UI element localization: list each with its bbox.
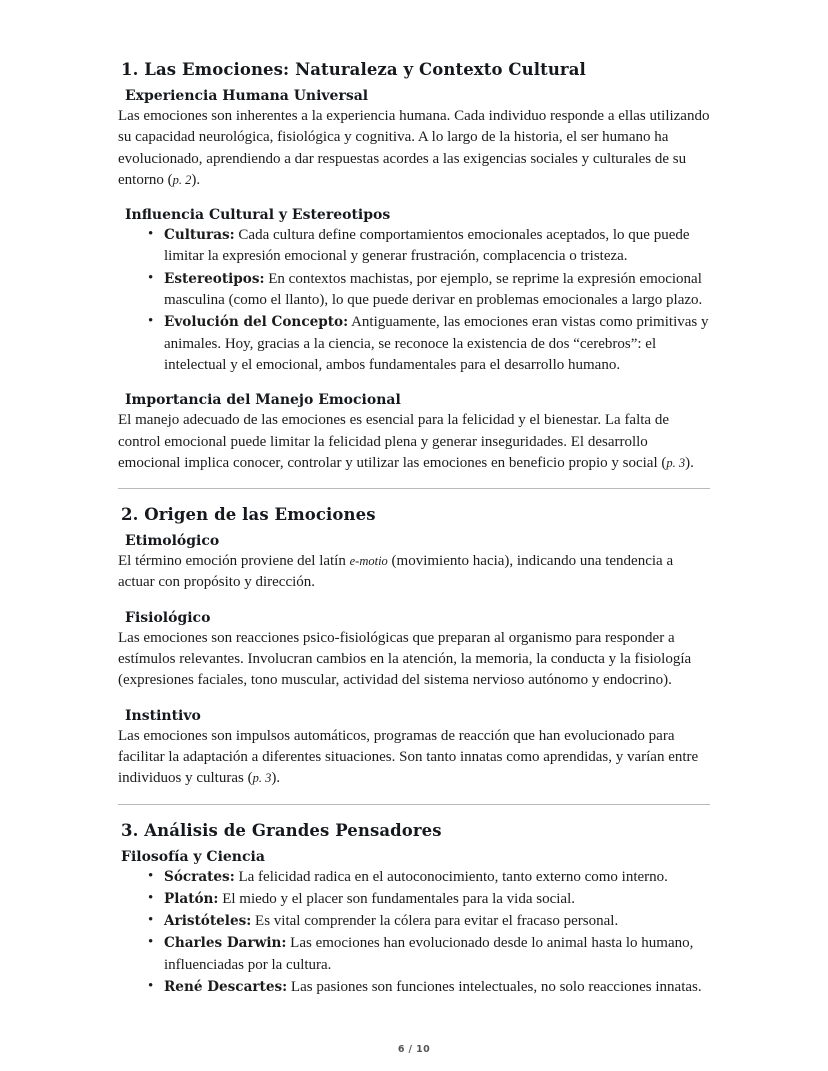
paragraph <box>118 551 710 594</box>
section-divider <box>118 804 710 805</box>
subsection-fisiologico <box>118 610 710 692</box>
section-title: 1. Las Emociones: Naturaleza y Contexto Cultural <box>121 60 586 79</box>
list-item <box>164 977 710 998</box>
subsection-influencia-cultural-y-estereotipos <box>118 207 710 376</box>
list-item <box>164 225 710 268</box>
list-item-text: En contextos machistas, por ejemplo, se reprime la expresión emocional masculina (como el llanto), lo que puede derivar en problemas emocionales a largo plazo. <box>164 270 703 309</box>
subsection-heading: Influencia Cultural y Estereotipos <box>125 207 391 224</box>
list-item-lead: Aristóteles: <box>164 913 252 930</box>
subsection-etimologico <box>118 533 710 594</box>
list-item <box>164 911 710 932</box>
section-3 <box>118 821 710 999</box>
list-item-text: El miedo y el placer son fundamentales para la vida social. <box>222 890 575 907</box>
list-item-text: Antiguamente, las emociones eran vistas como primitivas y animales. Hoy, gracias a la ciencia, se reconoce la existencia de dos “cerebros”: el intelectual y el emocional, ambos fundamentales para el desarrollo humano. <box>164 314 709 373</box>
list-item-lead: Estereotipos: <box>164 270 265 287</box>
latin-term: e-motio <box>349 554 388 569</box>
list-item-lead: Charles Darwin: <box>164 935 287 952</box>
list-item-text: Cada cultura define comportamientos emocionales aceptados, lo que puede limitar la expresión emocional y generar frustración, complacencia o tristeza. <box>164 227 690 265</box>
list-item-lead: Evolución del Concepto: <box>164 314 349 331</box>
subsection-heading: Etimológico <box>125 533 220 550</box>
subsection-heading: Instintivo <box>125 707 201 724</box>
section-divider <box>118 488 710 489</box>
section-2 <box>118 505 710 789</box>
list-item-text: Es vital comprender la cólera para evitar el fracaso personal. <box>255 913 619 930</box>
subsection-importancia-del-manejo-emocional <box>118 392 710 474</box>
list-item-text: Las pasiones son funciones intelectuales, no solo reacciones innatas. <box>290 979 702 996</box>
list-item <box>164 933 710 976</box>
list-item-lead: René Descartes: <box>164 979 288 996</box>
subsection-heading: Filosofía y Ciencia <box>121 848 265 865</box>
bullet-list <box>118 225 710 376</box>
paragraph <box>118 106 710 191</box>
paragraph-text: Las emociones son reacciones psico-fisiológicas que preparan al organismo para responder a estímulos relevantes. Involucran cambios en la atención, la memoria, la conducta y la fisiología (expresiones faciales, tono muscular, actividad del sistema nervioso autónomo y endocrino). <box>118 629 692 689</box>
list-item-text: La felicidad radica en el autoconocimiento, tanto externo como interno. <box>238 868 668 885</box>
paragraph-text: El manejo adecuado de las emociones es esencial para la felicidad y el bienestar. La falta de control emocional puede limitar la felicidad plena y generar inseguridades. El desarrollo emocional implica conocer, controlar y utilizar las emociones en beneficio propio y social (p. 3). <box>118 412 694 471</box>
paragraph <box>118 726 710 790</box>
list-item <box>164 867 710 888</box>
paragraph-text: Las emociones son impulsos automáticos, programas de reacción que han evolucionado para facilitar la adaptación a diferentes situaciones. Son tanto innatas como aprendidas, y varían entre individuos y culturas (p. 3). <box>118 727 699 787</box>
subsection-filosofia-y-ciencia <box>118 849 710 999</box>
section-title: 3. Análisis de Grandes Pensadores <box>121 820 442 840</box>
list-item-lead: Platón: <box>164 890 219 907</box>
paragraph-text-before: El término emoción proviene del latín <box>118 553 350 570</box>
list-item-text: Las emociones han evolucionado desde lo animal hasta lo humano, influenciadas por la cultura. <box>164 935 694 973</box>
subsection-instintivo <box>118 708 710 790</box>
subsection-heading: Experiencia Humana Universal <box>125 88 369 104</box>
subsection-experiencia-humana-universal <box>118 88 710 191</box>
list-item-lead: Sócrates: <box>164 868 235 885</box>
list-item <box>164 269 710 312</box>
list-item <box>164 312 710 376</box>
paragraph-text: Las emociones son inherentes a la experiencia humana. Cada individuo responde a ellas utilizando su capacidad neurológica, fisiológica y cognitiva. A lo largo de la historia, el ser humano ha evolucionado, aprendiendo a dar respuestas acordes a las exigencias sociales y culturales de su entorno (p. 2). <box>118 108 710 188</box>
bullet-list <box>118 867 710 999</box>
section-1 <box>118 60 710 474</box>
section-title: 2. Origen de las Emociones <box>121 505 376 525</box>
paragraph-text-after: (movimiento hacia), indicando una tendencia a actuar con propósito y dirección. <box>118 553 674 591</box>
subsection-heading: Importancia del Manejo Emocional <box>125 392 401 409</box>
list-item-lead: Culturas: <box>164 227 235 244</box>
paragraph <box>118 628 710 692</box>
page-number: 6 / 10 <box>397 1044 431 1055</box>
list-item <box>164 889 710 910</box>
subsection-heading: Fisiológico <box>125 609 211 626</box>
paragraph <box>118 410 710 474</box>
